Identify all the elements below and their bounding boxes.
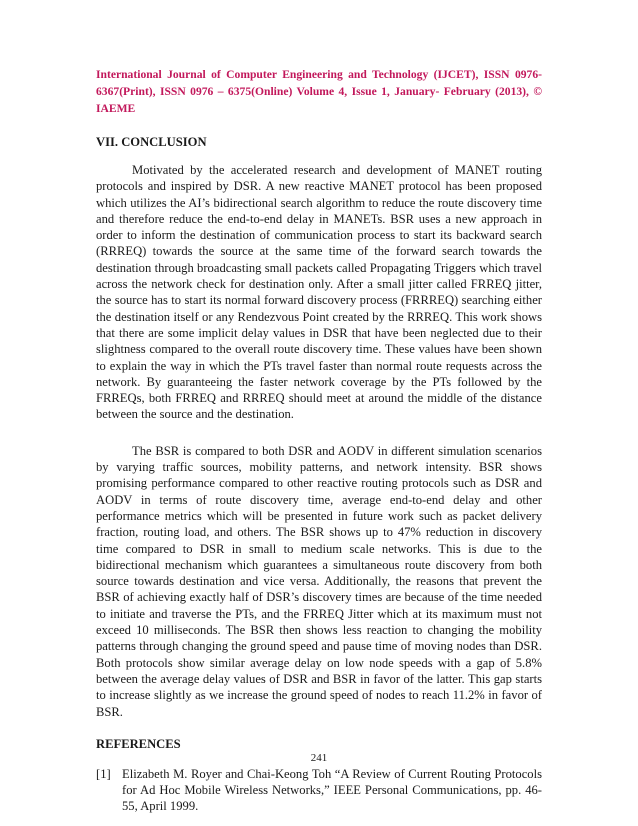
conclusion-paragraph-1: Motivated by the accelerated research and development of MANET routing protocols and inspired by DSR. A new reactive MANET protocol has been proposed which utilizes the AI’s bidirectional search algorithm to reduce the route discovery time and therefore reduce the end-to-end delay in MANETs. BSR uses a new approach in order to inform the destination of communication process to start its backward search (RRREQ) towards the source at the same time of the forward search towards the destination through broadcasting small packets called Propagating Triggers which travel across the network check for destination only. After a small jitter called FRREQ jitter, the source has to start its normal forward discovery process (FRRREQ) searching either the destination itself or any Rendezvous Point created by the RRREQ. This work shows that there are some implicit delay values in DSR that have been neglected due to their slightness compared to the overall route discovery time. These values have been shown to explain the way in which the PTs travel faster than normal route requests across the network. By guaranteeing the faster network coverage by the PTs followed by the FRREQs, both FRREQ and RRREQ should meet at around the middle of the distance between the source and the destination. bbox=[96, 163, 542, 422]
page-number: 241 bbox=[310, 752, 328, 764]
conclusion-paragraph-2: The BSR is compared to both DSR and AODV in different simulation scenarios by varying traffic sources, mobility patterns, and network intensity. BSR shows promising performance compared to other reactive routing protocols such as DSR and AODV in terms of route discovery time, average end-to-end delay and other performance metrics which will be presented in future work such as packet delivery fraction, routing load, and others. The BSR shows up to 47% reduction in discovery time compared to DSR in small to medium scale networks. This is due to the bidirectional mechanism which guarantees a simultaneous route discovery from both source towards destination and vice versa. Additionally, the reasons that prevent the BSR of achieving exactly half of DSR’s discovery times are because of the time needed to initiate and traverse the PTs, and the FRREQ Jitter which at its maximum must not exceed 10 milliseconds. The BSR then shows less reaction to changing the mobility patterns through changing the ground speed and pause time of moving nodes than DSR. Both protocols show similar average delay on low node speeds with a gap of 5.8% between the average delay values of DSR and BSR in favor of the latter. This gap starts to increase slightly as we increase the ground speed of nodes to reach 11.2% in favor of BSR. bbox=[96, 443, 542, 719]
page-content bbox=[96, 66, 542, 815]
references-heading: REFERENCES bbox=[96, 736, 181, 751]
reference-text: Elizabeth M. Royer and Chai-Keong Toh “A Review of Current Routing Protocols for Ad Hoc Mobile Wireless Networks,” IEEE Personal Communications, pp. 46-55, April 1999. bbox=[122, 766, 542, 814]
reference-item bbox=[96, 766, 542, 815]
conclusion-heading: VII. CONCLUSION bbox=[96, 135, 207, 149]
reference-number: [1] bbox=[96, 766, 111, 781]
journal-header: International Journal of Computer Engineering and Technology (IJCET), ISSN 0976-6367(Print), ISSN 0976 – 6375(Online) Volume 4, Issue 1, January- February (2013), © IAEME bbox=[96, 68, 542, 115]
reference-list bbox=[96, 766, 542, 815]
